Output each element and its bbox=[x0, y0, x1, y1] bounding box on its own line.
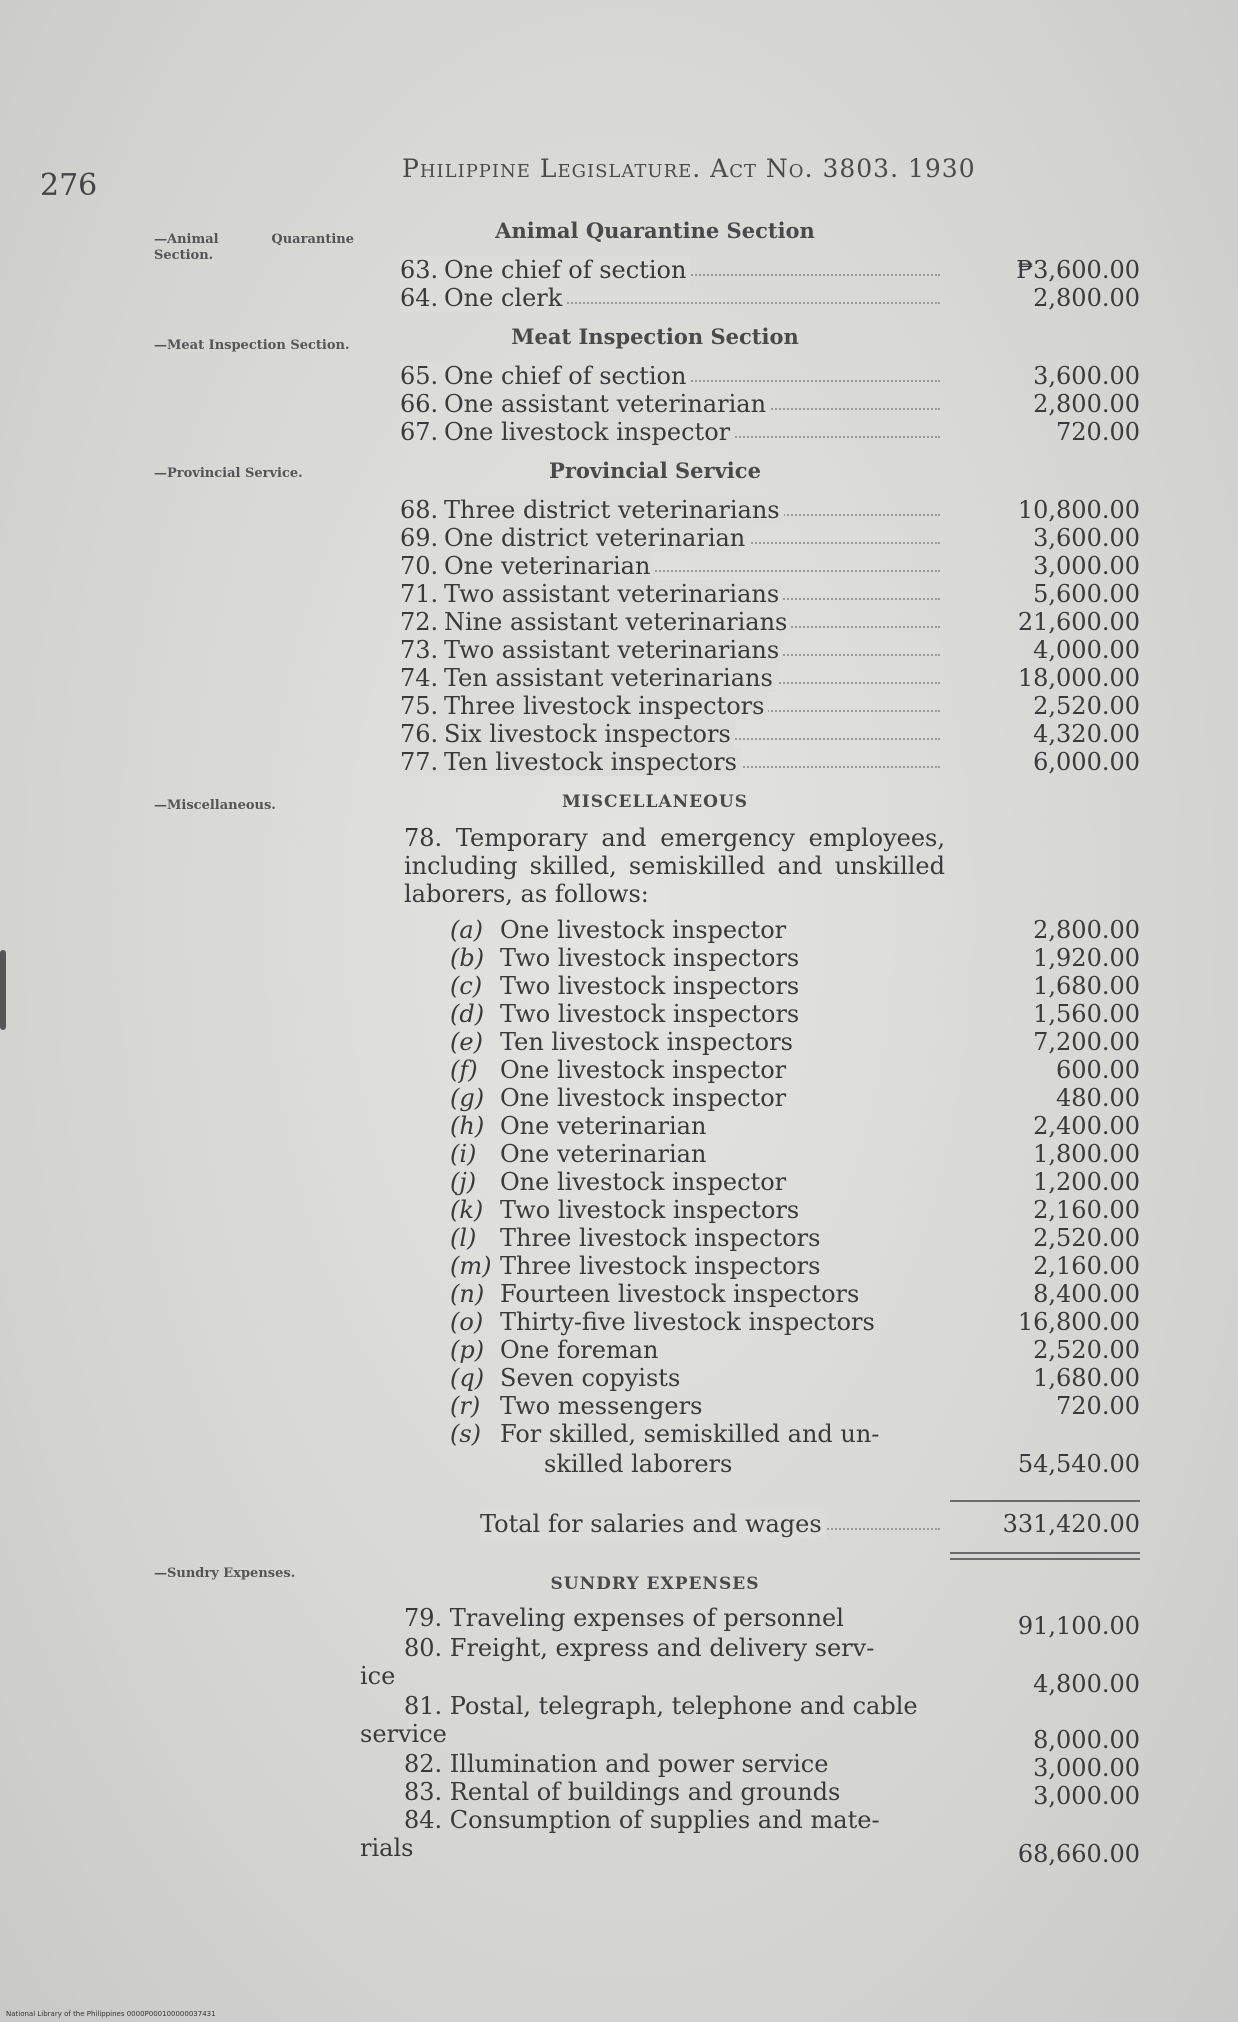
sub-item-desc: Two livestock inspectors bbox=[500, 1000, 800, 1028]
item-amount: 2,800.00 bbox=[1033, 284, 1140, 312]
margin-note-meat: —Meat Inspection Section. bbox=[154, 338, 350, 353]
sub-item-row bbox=[450, 1196, 1140, 1224]
item-amount: 18,000.00 bbox=[1017, 664, 1140, 692]
item-amount: ₱3,600.00 bbox=[1016, 256, 1140, 284]
item-desc: Six livestock inspectors bbox=[444, 720, 731, 748]
sub-item-label: (d) bbox=[450, 1000, 485, 1028]
item-amount: 2,520.00 bbox=[1033, 692, 1140, 720]
item-amount: 4,320.00 bbox=[1033, 720, 1140, 748]
sub-item-label: (n) bbox=[450, 1280, 485, 1308]
item-number: 76. bbox=[400, 720, 439, 748]
sub-item-row bbox=[450, 1140, 1140, 1168]
item-amount: 10,800.00 bbox=[1017, 496, 1140, 524]
item-desc: Two assistant veterinarians bbox=[444, 636, 780, 664]
item-row bbox=[400, 636, 1140, 664]
sub-item-desc: Two livestock inspectors bbox=[500, 972, 800, 1000]
sub-item-desc: Two messengers bbox=[500, 1392, 703, 1420]
sub-item-s-line1 bbox=[450, 1420, 1140, 1448]
sub-item-amount: 1,920.00 bbox=[1033, 944, 1140, 972]
sub-item-row bbox=[450, 1000, 1140, 1028]
item-desc: Ten assistant veterinarians bbox=[444, 664, 773, 692]
item-amount: 720.00 bbox=[1056, 418, 1140, 446]
sundry-amount: 91,100.00 bbox=[1017, 1612, 1140, 1640]
sub-item-desc: Thirty-five livestock inspectors bbox=[500, 1308, 875, 1336]
scan-footer: National Library of the Philippines 0000P000100000037431 bbox=[6, 2010, 216, 2018]
item-row bbox=[400, 256, 1140, 284]
sub-item-amount: 720.00 bbox=[1056, 1392, 1140, 1420]
sub-item-label: (p) bbox=[450, 1336, 485, 1364]
total-amount: 331,420.00 bbox=[1002, 1510, 1140, 1538]
item-row bbox=[400, 524, 1140, 552]
sub-item-desc: Three livestock inspectors bbox=[500, 1252, 821, 1280]
item-row bbox=[400, 284, 1140, 312]
running-head: Philippine Legislature. Act No. 3803. 1930 bbox=[402, 154, 976, 183]
sub-item-amount: 2,520.00 bbox=[1033, 1224, 1140, 1252]
sub-item-desc: One veterinarian bbox=[500, 1112, 707, 1140]
item-number: 75. bbox=[400, 692, 439, 720]
misc-intro: 78. Temporary and emergency employees, including skilled, semiskilled and unskilled laborers, as follows: bbox=[404, 824, 945, 908]
item-row bbox=[400, 692, 1140, 720]
sub-item-row bbox=[450, 1084, 1140, 1112]
sundry-amount: 3,000.00 bbox=[1033, 1754, 1140, 1782]
item-desc: Two assistant veterinarians bbox=[444, 580, 780, 608]
sundry-amount: 68,660.00 bbox=[1017, 1840, 1140, 1868]
total-double-rule-bottom bbox=[950, 1558, 1140, 1560]
sub-item-row bbox=[450, 1112, 1140, 1140]
item-number: 70. bbox=[400, 552, 439, 580]
sub-item-label: (o) bbox=[450, 1308, 484, 1336]
sub-item-amount: 2,800.00 bbox=[1033, 916, 1140, 944]
margin-note-misc: —Miscellaneous. bbox=[154, 798, 276, 813]
sub-item-row bbox=[450, 916, 1140, 944]
sub-item-desc: For skilled, semiskilled and un- bbox=[500, 1420, 880, 1448]
sub-item-row bbox=[450, 1224, 1140, 1252]
page-number: 276 bbox=[40, 168, 98, 203]
sub-item-row bbox=[450, 1336, 1140, 1364]
sub-item-row bbox=[450, 1168, 1140, 1196]
item-desc: One clerk bbox=[444, 284, 563, 312]
sundry-item: 80. Freight, express and delivery serv- ice bbox=[360, 1634, 875, 1690]
item-row bbox=[400, 580, 1140, 608]
sub-item-amount: 1,560.00 bbox=[1033, 1000, 1140, 1028]
sub-item-label: (i) bbox=[450, 1140, 477, 1168]
sub-item-s-line2 bbox=[450, 1450, 1140, 1478]
sub-item-label: (g) bbox=[450, 1084, 485, 1112]
sub-item-desc: Ten livestock inspectors bbox=[500, 1028, 793, 1056]
sub-item-desc: One livestock inspector bbox=[500, 1084, 787, 1112]
item-number: 72. bbox=[400, 608, 439, 636]
sub-item-amount: 1,680.00 bbox=[1033, 1364, 1140, 1392]
sundry-amount: 3,000.00 bbox=[1033, 1782, 1140, 1810]
item-amount: 3,600.00 bbox=[1033, 524, 1140, 552]
heading-animal: Animal Quarantine Section bbox=[495, 218, 815, 243]
sub-item-desc: skilled laborers bbox=[544, 1450, 733, 1478]
sub-item-label: (a) bbox=[450, 916, 484, 944]
sub-item-row bbox=[450, 972, 1140, 1000]
item-number: 73. bbox=[400, 636, 439, 664]
sundry-item: 82. Illumination and power service bbox=[404, 1750, 829, 1778]
sub-item-amount: 8,400.00 bbox=[1033, 1280, 1140, 1308]
sub-item-label: (h) bbox=[450, 1112, 485, 1140]
item-desc: Nine assistant veterinarians bbox=[444, 608, 788, 636]
sub-item-amount: 2,160.00 bbox=[1033, 1196, 1140, 1224]
item-row bbox=[400, 362, 1140, 390]
item-row bbox=[400, 748, 1140, 776]
sub-item-amount: 1,680.00 bbox=[1033, 972, 1140, 1000]
item-number: 74. bbox=[400, 664, 439, 692]
sub-item-desc: One veterinarian bbox=[500, 1140, 707, 1168]
sub-item-desc: Two livestock inspectors bbox=[500, 944, 800, 972]
sundry-amount: 8,000.00 bbox=[1033, 1726, 1140, 1754]
item-row bbox=[400, 720, 1140, 748]
sundry-amount: 4,800.00 bbox=[1033, 1670, 1140, 1698]
sub-item-desc: Seven copyists bbox=[500, 1364, 681, 1392]
sub-item-amount: 2,520.00 bbox=[1033, 1336, 1140, 1364]
item-desc: One chief of section bbox=[444, 256, 687, 284]
sub-item-row bbox=[450, 1308, 1140, 1336]
subtotal-rule bbox=[950, 1500, 1140, 1502]
item-number: 67. bbox=[400, 418, 439, 446]
item-amount: 4,000.00 bbox=[1033, 636, 1140, 664]
item-desc: Three livestock inspectors bbox=[444, 692, 765, 720]
item-row bbox=[400, 390, 1140, 418]
margin-note-sundry: —Sundry Expenses. bbox=[154, 1566, 296, 1581]
item-number: 66. bbox=[400, 390, 439, 418]
item-number: 71. bbox=[400, 580, 439, 608]
item-number: 69. bbox=[400, 524, 439, 552]
sub-item-amount: 480.00 bbox=[1056, 1084, 1140, 1112]
sub-item-label: (f) bbox=[450, 1056, 478, 1084]
sub-item-row bbox=[450, 1056, 1140, 1084]
sundry-item: 84. Consumption of supplies and mate- rials bbox=[360, 1806, 880, 1862]
margin-note-provincial: —Provincial Service. bbox=[154, 466, 303, 481]
item-row bbox=[400, 496, 1140, 524]
sub-item-label: (k) bbox=[450, 1196, 484, 1224]
sub-item-label: (c) bbox=[450, 972, 483, 1000]
sub-item-amount: 1,800.00 bbox=[1033, 1140, 1140, 1168]
sundry-item: 79. Traveling expenses of personnel bbox=[404, 1604, 844, 1632]
sub-item-amount: 2,160.00 bbox=[1033, 1252, 1140, 1280]
item-desc: Ten livestock inspectors bbox=[444, 748, 737, 776]
sub-item-amount: 7,200.00 bbox=[1033, 1028, 1140, 1056]
sub-item-amount: 2,400.00 bbox=[1033, 1112, 1140, 1140]
sub-item-amount: 1,200.00 bbox=[1033, 1168, 1140, 1196]
sub-item-label: (r) bbox=[450, 1392, 481, 1420]
total-label: Total for salaries and wages bbox=[480, 1510, 826, 1538]
sub-item-label: (m) bbox=[450, 1252, 492, 1280]
item-desc: One veterinarian bbox=[444, 552, 651, 580]
sub-item-label: (s) bbox=[450, 1420, 482, 1448]
item-number: 64. bbox=[400, 284, 439, 312]
item-amount: 3,600.00 bbox=[1033, 362, 1140, 390]
sub-item-row bbox=[450, 1028, 1140, 1056]
total-row bbox=[480, 1510, 1140, 1538]
item-row bbox=[400, 418, 1140, 446]
sub-item-desc: One livestock inspector bbox=[500, 1168, 787, 1196]
item-desc: One chief of section bbox=[444, 362, 687, 390]
sub-item-row bbox=[450, 1392, 1140, 1420]
total-double-rule-top bbox=[950, 1552, 1140, 1554]
item-desc: One livestock inspector bbox=[444, 418, 731, 446]
item-desc: One district veterinarian bbox=[444, 524, 746, 552]
item-amount: 21,600.00 bbox=[1017, 608, 1140, 636]
sub-item-desc: Two livestock inspectors bbox=[500, 1196, 800, 1224]
item-amount: 2,800.00 bbox=[1033, 390, 1140, 418]
item-desc: One assistant veterinarian bbox=[444, 390, 767, 418]
heading-meat: Meat Inspection Section bbox=[511, 324, 799, 349]
sub-item-row bbox=[450, 1252, 1140, 1280]
item-number: 68. bbox=[400, 496, 439, 524]
item-number: 63. bbox=[400, 256, 439, 284]
sub-item-desc: One livestock inspector bbox=[500, 916, 787, 944]
sub-item-row bbox=[450, 1364, 1140, 1392]
item-row bbox=[400, 552, 1140, 580]
sub-item-desc: Three livestock inspectors bbox=[500, 1224, 821, 1252]
sub-item-label: (j) bbox=[450, 1168, 477, 1196]
sundry-item: 83. Rental of buildings and grounds bbox=[404, 1778, 841, 1806]
sub-item-desc: One livestock inspector bbox=[500, 1056, 787, 1084]
sub-item-row bbox=[450, 1280, 1140, 1308]
margin-note-animal: —Animal Quarantine Section. bbox=[154, 232, 354, 263]
sub-item-label: (l) bbox=[450, 1224, 477, 1252]
sub-item-label: (q) bbox=[450, 1364, 485, 1392]
heading-sundry: SUNDRY EXPENSES bbox=[550, 1574, 760, 1594]
sundry-item: 81. Postal, telegraph, telephone and cable service bbox=[360, 1692, 918, 1748]
sub-item-label: (e) bbox=[450, 1028, 483, 1056]
item-row bbox=[400, 664, 1140, 692]
sub-item-desc: Fourteen livestock inspectors bbox=[500, 1280, 860, 1308]
item-number: 65. bbox=[400, 362, 439, 390]
sub-item-amount: 600.00 bbox=[1056, 1056, 1140, 1084]
heading-misc: MISCELLANEOUS bbox=[561, 792, 749, 812]
sub-item-amount: 54,540.00 bbox=[1017, 1450, 1140, 1478]
sub-item-label: (b) bbox=[450, 944, 485, 972]
page-edge-mark bbox=[0, 950, 6, 1030]
sub-item-row bbox=[450, 944, 1140, 972]
item-amount: 3,000.00 bbox=[1033, 552, 1140, 580]
sub-item-desc: One foreman bbox=[500, 1336, 659, 1364]
item-amount: 5,600.00 bbox=[1033, 580, 1140, 608]
item-desc: Three district veterinarians bbox=[444, 496, 780, 524]
sub-item-amount: 16,800.00 bbox=[1017, 1308, 1140, 1336]
item-row bbox=[400, 608, 1140, 636]
item-amount: 6,000.00 bbox=[1033, 748, 1140, 776]
heading-provincial: Provincial Service bbox=[549, 458, 761, 483]
item-number: 77. bbox=[400, 748, 439, 776]
